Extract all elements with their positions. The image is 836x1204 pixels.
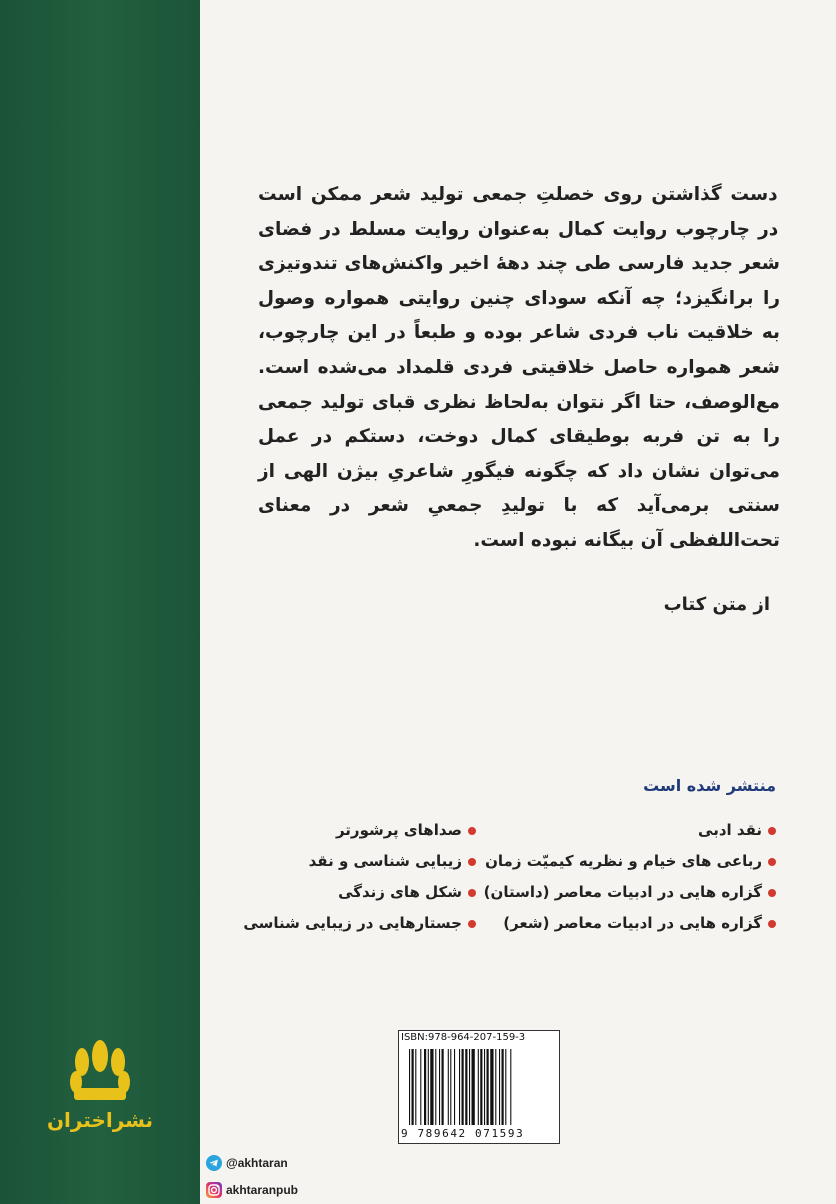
- list-item: [480, 815, 776, 846]
- instagram-icon: [206, 1182, 222, 1198]
- book-title: رباعی های خیام و نظریه کیمیّت زمان: [485, 852, 762, 870]
- book-excerpt: [258, 178, 780, 559]
- book-title: گزاره هایی در ادبیات معاصر (شعر): [503, 914, 762, 932]
- instagram-handle: akhtaranpub: [226, 1183, 299, 1197]
- barcode-bar: [409, 1049, 410, 1125]
- barcode-bar: [502, 1049, 504, 1125]
- isbn-barcode-box: [398, 1030, 560, 1144]
- barcode-bar: [465, 1049, 467, 1125]
- bullet-icon: [468, 858, 476, 866]
- published-list-right: [480, 815, 776, 939]
- barcode-bar: [439, 1049, 440, 1125]
- barcode-digits: 9 789642 071593: [401, 1127, 525, 1140]
- telegram-handle-row: [206, 1153, 288, 1173]
- barcode-bar: [478, 1049, 479, 1125]
- excerpt-line: دست گذاشتن روی خصلتِ جمعی تولید شعر ممکن است: [258, 184, 778, 205]
- barcode-bar: [472, 1049, 475, 1125]
- excerpt-line: حاصل خلاقیتی فردی قلمداد می‌شده است. مع‌الوصف، حتا: [258, 356, 780, 413]
- barcode-bar: [428, 1049, 429, 1125]
- barcode-bar: [420, 1049, 421, 1125]
- telegram-handle: @akhtaran: [226, 1156, 288, 1170]
- bullet-icon: [768, 827, 776, 835]
- bullet-icon: [768, 889, 776, 897]
- telegram-icon: [206, 1155, 222, 1171]
- barcode-icon: [407, 1049, 551, 1125]
- isbn-label: ISBN:978-964-207-159-3: [401, 1032, 526, 1043]
- publisher-logo: [40, 1040, 160, 1132]
- barcode-bar: [462, 1049, 464, 1125]
- barcode-bar: [454, 1049, 455, 1125]
- list-item: [480, 908, 776, 939]
- book-title: صداهای پرشورتر: [335, 821, 462, 839]
- barcode-bar: [484, 1049, 485, 1125]
- list-item: [230, 877, 476, 908]
- excerpt-line: اگر نتوان به‌لحاظ نظری قبای تولید جمعی را به تن فربه بوطیقای: [258, 391, 781, 448]
- barcode-bar: [505, 1049, 506, 1125]
- list-item: [480, 877, 776, 908]
- book-spine: [0, 0, 200, 1204]
- bullet-icon: [468, 827, 476, 835]
- excerpt-line: شعر جدید فارسی طی چند دههٔ اخیر واکنش‌های تندوتیزی را: [258, 253, 781, 309]
- excerpt-line: کمال دوخت، دستکم در عمل می‌توان نشان داد که چگونه فیگورِ: [258, 426, 780, 482]
- book-title: زیبایی شناسی و نقد: [308, 852, 462, 870]
- barcode-bar: [480, 1049, 482, 1125]
- excerpt-source: از متن کتاب: [663, 594, 770, 615]
- barcode-bar: [424, 1049, 426, 1125]
- excerpt-line: ناب فردی شاعر بوده و طبعاً در این چارچوب، شعر همواره: [258, 322, 780, 378]
- barcode-bar: [469, 1049, 470, 1125]
- list-item: [230, 815, 476, 846]
- excerpt-line: برانگیزد؛ چه آنکه سودای چنین روایتی همواره وصول به خلاقیت: [258, 287, 780, 344]
- excerpt-paragraph: [258, 178, 780, 559]
- excerpt-line: معنای تحت‌اللفظی آن بیگانه نبوده است.: [258, 495, 780, 551]
- publisher-emblem-icon: [68, 1040, 132, 1102]
- book-title: گزاره هایی در ادبیات معاصر (داستان): [483, 883, 762, 901]
- barcode-bar: [510, 1049, 511, 1125]
- book-title: شکل های زندگی: [338, 883, 462, 901]
- barcode-bar: [448, 1049, 449, 1125]
- bullet-icon: [768, 858, 776, 866]
- bullet-icon: [468, 889, 476, 897]
- barcode-bar: [442, 1049, 444, 1125]
- bullet-icon: [768, 920, 776, 928]
- barcode-bar: [499, 1049, 500, 1125]
- excerpt-line: در چارچوب روایت کمال به‌عنوان روایت مسلط در فضای: [258, 218, 779, 240]
- barcode-bar: [412, 1049, 414, 1125]
- barcode-bar: [430, 1049, 433, 1125]
- barcode-bar: [490, 1049, 493, 1125]
- barcode-bar: [415, 1049, 416, 1125]
- barcode-bar: [435, 1049, 436, 1125]
- list-item: [230, 846, 476, 877]
- excerpt-line: شاعریِ بیژن الهی از سنتی برمی‌آید که با تولیدِ جمعیِ شعر در: [258, 460, 780, 517]
- list-item: [230, 908, 476, 939]
- barcode-bar: [495, 1049, 496, 1125]
- instagram-handle-row: [206, 1180, 298, 1200]
- barcode-bar: [450, 1049, 451, 1125]
- barcode-bar: [459, 1049, 460, 1125]
- published-heading: منتشر شده است: [643, 776, 776, 795]
- published-list-left: [230, 815, 476, 939]
- barcode-bar: [487, 1049, 489, 1125]
- bullet-icon: [468, 920, 476, 928]
- list-item: [480, 846, 776, 877]
- book-title: جستارهایی در زیبایی شناسی: [243, 914, 462, 932]
- publisher-name: نشراختران: [46, 1108, 154, 1132]
- book-title: نقد ادبی: [698, 821, 762, 839]
